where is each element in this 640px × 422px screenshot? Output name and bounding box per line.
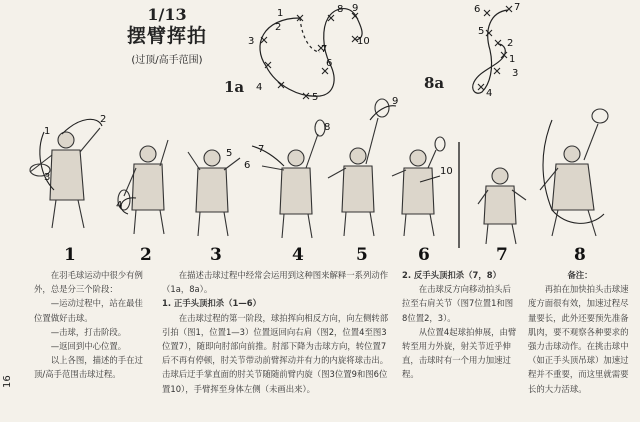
text-column-1 xyxy=(34,268,144,382)
col1-paragraph: —运动过程中，站在最佳位置做好击球。 xyxy=(34,298,143,323)
page-title: 摆臂挥拍 xyxy=(126,25,207,47)
col2-paragraph: 在描述击球过程中经常会运用到这种图来解释一系列动作（1a，8a）。 xyxy=(162,270,389,295)
traj-8a-point-7: 7 xyxy=(514,2,521,13)
traj-1a-point-10: 10 xyxy=(357,36,370,47)
traj-1a-point-9: 9 xyxy=(352,3,359,14)
trajectory-8a-numbers xyxy=(474,2,520,99)
callout-8: 8 xyxy=(324,122,331,133)
traj-1a-point-7: 7 xyxy=(321,44,328,55)
traj-1a-point-1: 1 xyxy=(277,8,284,19)
traj-8a-point-3: 3 xyxy=(512,68,519,79)
figure-number-1: 1 xyxy=(64,245,76,265)
text-column-4 xyxy=(528,268,632,396)
callout-4: 4 xyxy=(116,200,123,211)
col1-paragraph: —击球，打击阶段。 xyxy=(50,326,127,337)
traj-8a-point-5: 5 xyxy=(478,26,485,37)
col2-paragraph: 在击球过程的第一阶段，球拍挥向相反方向，向左侧转部引拍（图1，位置1—3）位置返回向右肩（图2，位置4至图3位置7），随即向肘部向前推。肘部下降为击球方向，转位置7后不再有停顿，肘关节带动前臂挥动并有力的内旋将球击出。击球后迂手掌直面的肘关节随随前臂内旋（图3位置9和图6位置10），手臂挥至身体左侧（未画出来）。 xyxy=(162,312,389,394)
page-number: 16 xyxy=(2,375,13,388)
col4-paragraph: 再拍在加快拍头击球速度方面很有效，加速过程尽量要长，此外还要预先准备肌肉，要不观察各种要求的强力击球动作。在挑击球中（如正手头顶吊球）加速过程并不重要，而这里就需要长的大力活球。 xyxy=(528,284,629,394)
player-figure-6 xyxy=(392,137,445,236)
callout-3: 3 xyxy=(44,172,51,183)
traj-1a-point-6: 6 xyxy=(326,58,333,69)
figure-number-8: 8 xyxy=(574,245,586,265)
figure-number-5: 5 xyxy=(356,245,368,265)
callout-1: 1 xyxy=(44,126,51,137)
callout-9: 9 xyxy=(392,96,399,107)
callout-2: 2 xyxy=(100,114,107,125)
diagram-1a-label: 1a xyxy=(224,78,245,96)
figure-number-6: 6 xyxy=(418,245,430,265)
trajectory-diagram-8a xyxy=(473,10,508,93)
player-figure-3 xyxy=(188,150,240,236)
trajectory-1a-numbers xyxy=(248,3,370,103)
traj-1a-point-4: 4 xyxy=(256,82,263,93)
section-number: 1/13 xyxy=(147,5,187,24)
diagram-8a-label: 8a xyxy=(424,74,445,92)
figure-number-7: 7 xyxy=(496,245,508,265)
text-column-2 xyxy=(162,268,394,396)
player-figure-2 xyxy=(118,140,168,234)
text-column-3 xyxy=(402,268,518,382)
figure-numbers xyxy=(64,245,586,265)
traj-1a-point-8: 8 xyxy=(337,4,344,15)
player-figures xyxy=(30,99,608,244)
traj-8a-point-4: 4 xyxy=(486,88,493,99)
figure-number-4: 4 xyxy=(292,245,304,265)
col2-heading: 1. 正手头顶扣杀（1—6） xyxy=(162,298,261,309)
figure-callouts xyxy=(44,96,453,211)
col4-heading: 备注： xyxy=(567,270,593,280)
figure-number-2: 2 xyxy=(140,245,152,265)
traj-8a-point-6: 6 xyxy=(474,4,481,15)
callout-6: 6 xyxy=(244,160,251,171)
player-figure-5 xyxy=(328,99,389,236)
traj-8a-point-1: 1 xyxy=(509,54,516,65)
callout-10: 10 xyxy=(440,166,453,177)
traj-1a-point-5: 5 xyxy=(312,92,319,103)
col3-paragraph: 从位置4起球拍伸展，由臂转至用力外旋，射关节近乎伸直，击球时有一个用力加速过程。 xyxy=(402,326,517,380)
col1-paragraph: 以上各图，描述的手在过顶/高手范围击球过程。 xyxy=(34,355,143,380)
traj-1a-point-3: 3 xyxy=(248,36,255,47)
col1-paragraph: —返回到中心位置。 xyxy=(50,341,127,352)
col3-paragraph: 在击球反方向移动拍头后拉至右肩关节（图7位置1和图8位置2，3）。 xyxy=(402,284,514,323)
player-figure-4 xyxy=(262,120,325,238)
swing-arrows xyxy=(40,106,604,224)
page-subtitle: (过顶/高手范围) xyxy=(131,55,203,66)
figure-number-3: 3 xyxy=(210,245,222,265)
player-figure-8 xyxy=(540,109,608,236)
traj-1a-point-2: 2 xyxy=(275,22,282,33)
col3-heading: 2. 反手头顶扣杀（7，8） xyxy=(402,270,501,280)
callout-7: 7 xyxy=(258,144,265,155)
callout-5: 5 xyxy=(226,148,233,159)
col1-paragraph: 在羽毛球运动中很少有例外，总是分三个阶段： xyxy=(34,270,143,295)
player-figure-7 xyxy=(478,168,526,244)
traj-8a-point-2: 2 xyxy=(507,38,514,49)
